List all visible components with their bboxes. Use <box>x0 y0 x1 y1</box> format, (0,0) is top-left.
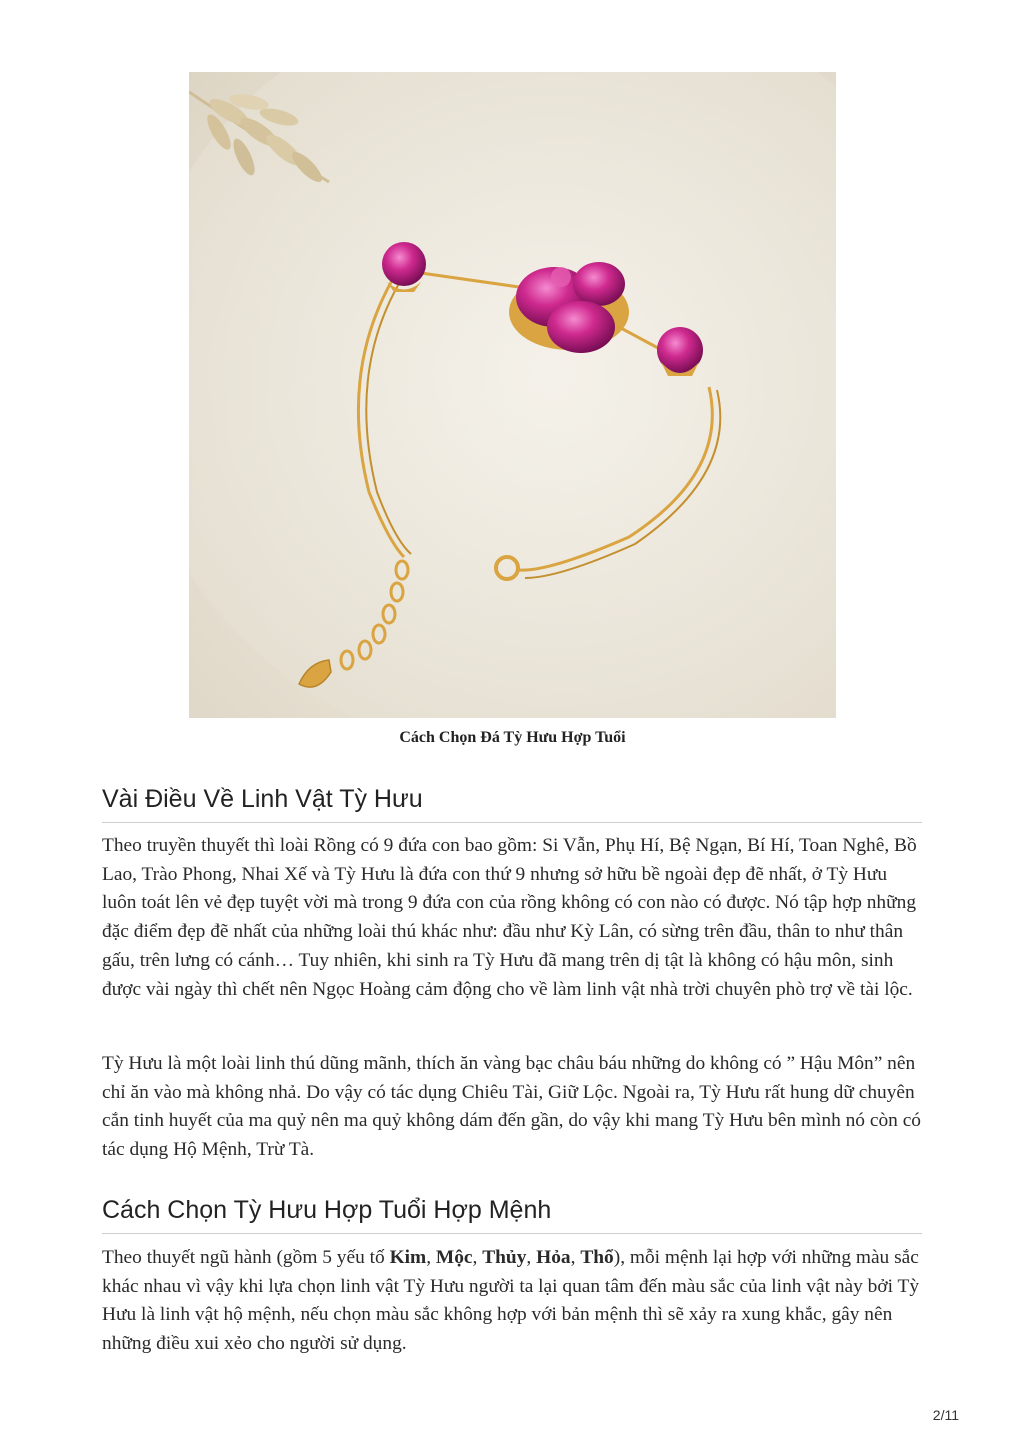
element-moc: Mộc <box>435 1247 473 1268</box>
element-kim: Kim <box>389 1247 427 1268</box>
element-tho: Thổ <box>580 1247 614 1268</box>
bracelet-illustration <box>189 72 836 718</box>
section1-paragraph-1: Theo truyền thuyết thì loài Rồng có 9 đứa con bao gồm: Si Vẫn, Phụ Hí, Bệ Ngạn, Bí Hí, Toan Nghê, Bồ Lao, Trào Phong, Nhai Xế và Tỳ Hưu là đứa con thứ 9 nhưng sở hữu bề ngoài đẹp đẽ nhất, ở Tỳ Hưu luôn toát lên vẻ đẹp tuyệt vời mà trong 9 đứa con của rồng không có con nào có được. Nó tập hợp những đặc điểm đẹp đẽ nhất của những loài thú khác như: đầu như Kỳ Lân, có sừng trên đầu, thân to như thân gấu, trên lưng có cánh… Tuy nhiên, khi sinh ra Tỳ Hưu đã mang trên dị tật là không có hậu môn, sinh được vài ngày thì chết nên Ngọc Hoàng cảm động cho về làm linh vật nhà trời chuyên phò trợ về tài lộc. <box>102 835 917 1000</box>
section2-paragraph: Theo thuyết ngũ hành (gồm 5 yếu tố Kim, Mộc, Thủy, Hỏa, Thổ), mỗi mệnh lại hợp với những màu sắc khác nhau vì vậy khi lựa chọn linh vật Tỳ Hưu người ta lại quan tâm đến màu sắc của linh vật này bởi Tỳ Hưu là linh vật hộ mệnh, nếu chọn màu sắc không hợp với bản mệnh thì sẽ xảy ra xung khắc, gây nên những điều xui xẻo cho người sử dụng. <box>102 1247 920 1355</box>
element-hoa: Hỏa <box>536 1247 571 1268</box>
figure-caption: Cách Chọn Đá Tỳ Hưu Hợp Tuổi <box>399 729 626 746</box>
section-heading-linh-vat: Vài Điều Về Linh Vật Tỳ Hưu <box>102 785 922 823</box>
bracelet-photo <box>189 72 836 718</box>
section-heading-cach-chon: Cách Chọn Tỳ Hưu Hợp Tuổi Hợp Mệnh <box>102 1196 922 1234</box>
rest-text: ), mỗi mệnh lại hợp với những màu sắc khác nhau vì vậy khi lựa chọn linh vật Tỳ Hưu người ta lại quan tâm đến màu sắc của linh vật này bởi Tỳ Hưu là linh vật hộ mệnh, nếu chọn màu sắc không hợp với bản mệnh thì sẽ xảy ra xung khắc, gây nên những điều xui xẻo cho người sử dụng. <box>102 1247 920 1355</box>
intro-text: Theo thuyết ngũ hành (gồm 5 yếu tố <box>102 1247 390 1268</box>
section1-paragraph-2: Tỳ Hưu là một loài linh thú dũng mãnh, thích ăn vàng bạc châu báu những do không có ” Hậu Môn” nên chỉ ăn vào mà không nhả. Do vậy có tác dụng Chiêu Tài, Giữ Lộc. Ngoài ra, Tỳ Hưu rất hung dữ chuyên cắn tinh huyết của ma quỷ nên ma quỷ không dám đến gần, do vậy khi mang Tỳ Hưu bên mình nó còn có tác dụng Hộ Mệnh, Trừ Tà. <box>102 1053 921 1161</box>
element-thuy: Thủy <box>482 1247 527 1268</box>
page-number: 2/11 <box>932 1407 959 1423</box>
